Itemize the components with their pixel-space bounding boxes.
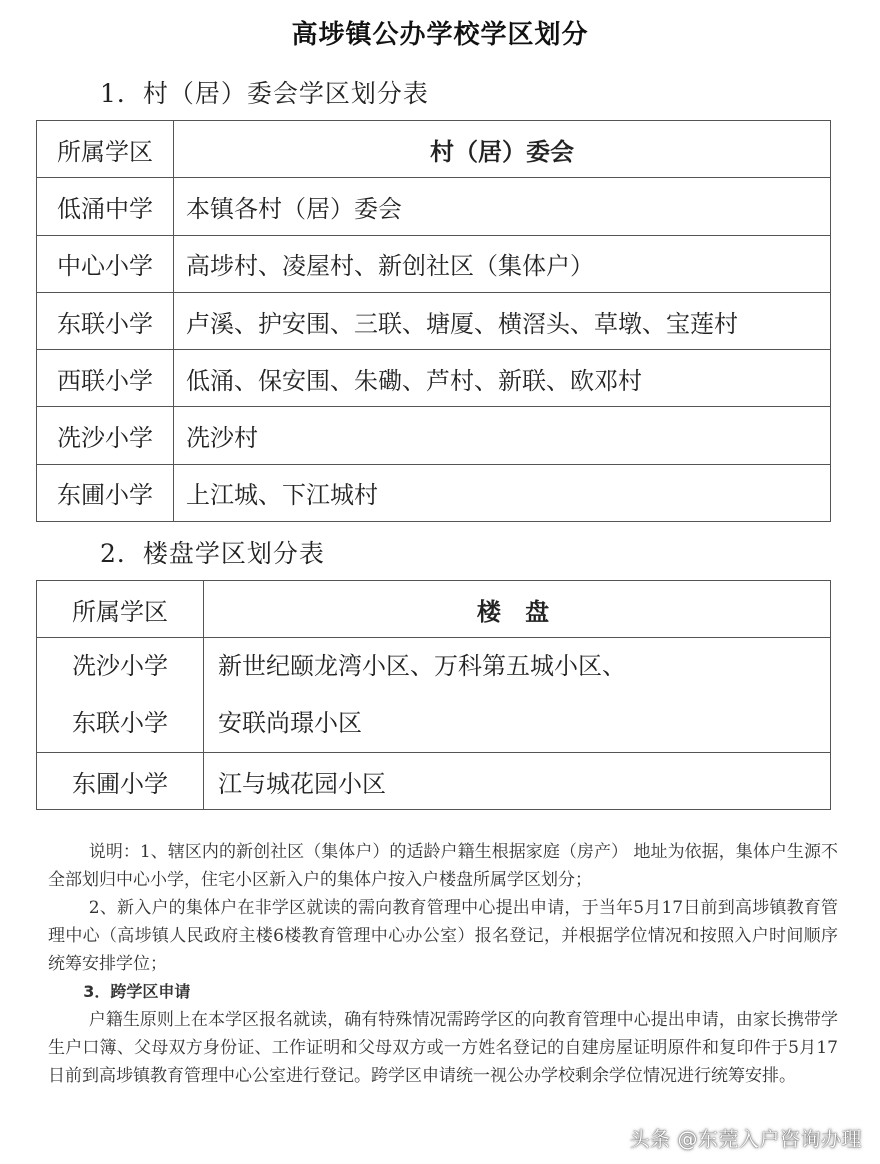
- section-1-heading: 1．村（居）委会学区划分表: [100, 79, 429, 108]
- villages-cell: 高埗村、凌屋村、新创社区（集体户）: [174, 235, 831, 292]
- school-cell: 东圃小学: [37, 464, 174, 521]
- table-row: [37, 753, 831, 810]
- school-cell: 东圃小学: [37, 753, 204, 810]
- school-cell: 低涌中学: [37, 178, 174, 235]
- table-header-row: [37, 121, 831, 178]
- note-2: 2、新入户的集体户在非学区就读的需向教育管理中心提出申请，于当年5月17日前到高埗镇教育管理中心（高埗镇人民政府主楼6楼教育管理中心办公室）报名登记，并根据学位情况和按照入户时间顺序统筹安排学位；: [48, 898, 838, 974]
- school-cell: [37, 638, 204, 753]
- villages-cell: 本镇各村（居）委会: [174, 178, 831, 235]
- estates-cell: 江与城花园小区: [204, 753, 831, 810]
- note-1: 说明：1、辖区内的新创社区（集体户）的适龄户籍生根据家庭（房产） 地址为依据，集体户生源不全部划归中心小学，住宅小区新入户的集体户按入户楼盘所属学区划分；: [48, 842, 838, 890]
- table-row: [37, 638, 831, 753]
- school-cell: 西联小学: [37, 350, 174, 407]
- estate-line: 安联尚璟小区: [218, 709, 362, 737]
- document-title: 高埗镇公办学校学区划分: [291, 20, 589, 50]
- notes-section: [48, 838, 838, 1090]
- table-header-row: [37, 581, 831, 638]
- villages-cell: 低涌、保安围、朱磡、芦村、新联、欧邓村: [174, 350, 831, 407]
- watermark: 头条 @东莞入户咨询办理: [629, 1127, 862, 1151]
- school-cell: 冼沙小学: [37, 407, 174, 464]
- villages-cell: 卢溪、护安围、三联、塘厦、横滘头、草墩、宝莲村: [174, 292, 831, 349]
- estate-district-table: [36, 580, 831, 810]
- table-row: [37, 178, 831, 235]
- school-name: 冼沙小学: [72, 652, 168, 680]
- table-row: [37, 464, 831, 521]
- header-school: 所属学区: [37, 121, 174, 178]
- header-school: 所属学区: [37, 581, 204, 638]
- note-3-heading: 3．跨学区申请: [83, 982, 191, 1001]
- villages-cell: 冼沙村: [174, 407, 831, 464]
- estate-line: 新世纪颐龙湾小区、万科第五城小区、: [218, 652, 626, 680]
- table-row: [37, 407, 831, 464]
- note-3: 户籍生原则上在本学区报名就读，确有特殊情况需跨学区的向教育管理中心提出申请，由家长携带学生户口簿、父母双方身份证、工作证明和父母双方或一方姓名登记的自建房屋证明原件和复印件于5月17日前到高埗镇教育管理中心公室进行登记。跨学区申请统一视公办学校剩余学位情况进行统筹安排。: [48, 1010, 838, 1086]
- village-district-table: [36, 120, 831, 522]
- table-row: [37, 292, 831, 349]
- school-cell: 中心小学: [37, 235, 174, 292]
- table-row: [37, 235, 831, 292]
- school-cell: 东联小学: [37, 292, 174, 349]
- header-villages: 村（居）委会: [174, 121, 831, 178]
- school-name: 东联小学: [72, 709, 168, 737]
- section-2-heading: 2．楼盘学区划分表: [100, 539, 325, 568]
- villages-cell: 上江城、下江城村: [174, 464, 831, 521]
- header-estates: 楼 盘: [204, 581, 831, 638]
- estates-cell: [204, 638, 831, 753]
- table-row: [37, 350, 831, 407]
